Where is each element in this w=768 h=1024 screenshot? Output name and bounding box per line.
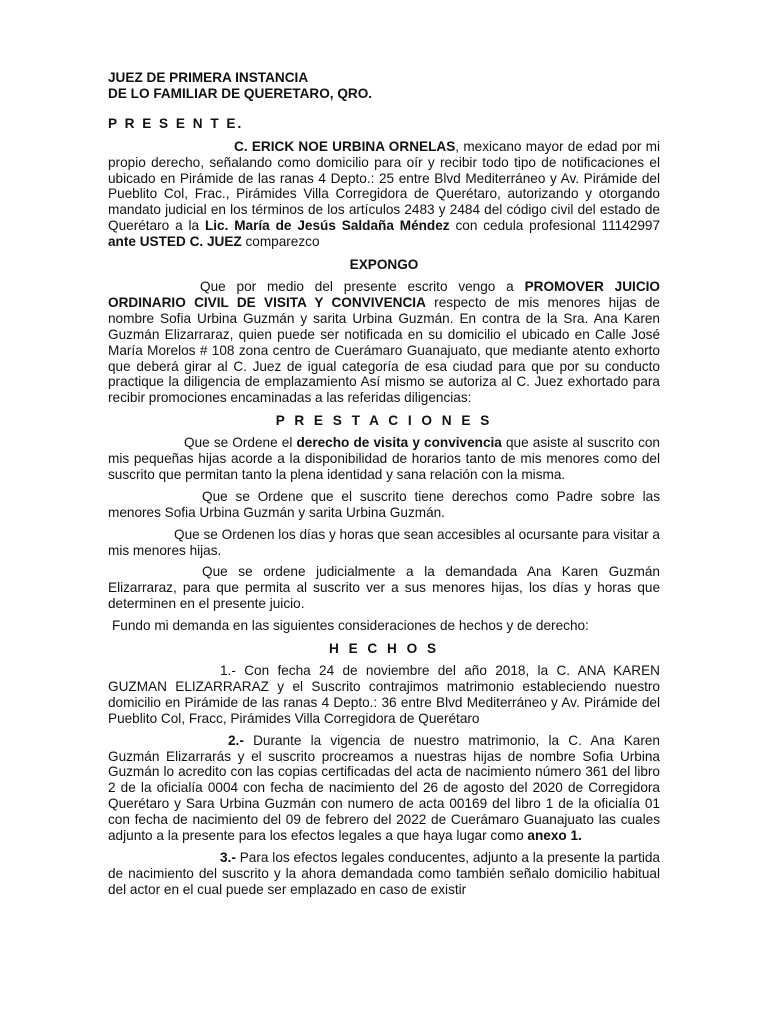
plaintiff-name: C. ERICK NOE URBINA ORNELAS bbox=[234, 138, 456, 154]
prestacion-1: Que se Ordene el derecho de visita y convivencia que asiste al suscrito con mis pequeñas hijas acorde a la disponibilidad de horarios tanto de mis menores como del suscrito que permitan tanto la plena identidad y sana relación con la misma. bbox=[108, 435, 660, 482]
prestacion-4: Que se ordene judicialmente a la demandada Ana Karen Guzmán Elizarraraz, para que permita al suscrito ver a sus menores hijas, los días y horas que determinen en el presente juicio. bbox=[108, 564, 660, 612]
intro-paragraph: C. ERICK NOE URBINA ORNELAS, mexicano mayor de edad por mi propio derecho, señalando como domicilio para oír y recibir todo tipo de notificaciones el ubicado en Pirámide de las ranas 4 Depto.: 25 entre Blvd Mediterráneo y Av. Pirámide del Pueblito Col, Frac., Pirámides Villa Corregidora de Querétaro, autorizando y otorgando mandato judicial en los términos de los artículos 2483 y 2484 del código civil del estado de Querétaro a la Lic. María de Jesús Saldaña Méndez con cedula profesional 11142997 ante USTED C. JUEZ comparezco bbox=[108, 138, 661, 250]
fundo-paragraph: Fundo mi demanda en las siguientes consideraciones de hechos y de derecho: bbox=[112, 618, 589, 634]
hecho-3-number: 3.- bbox=[220, 849, 236, 865]
promover-juicio: PROMOVER JUICIO ORDINARIO CIVIL DE VISITA Y CONVIVENCIA bbox=[108, 278, 661, 310]
presente-heading: P R E S E N T E. bbox=[108, 115, 244, 131]
hecho-2: 2.- Durante la vigencia de nuestro matrimonio, la C. Ana Karen Guzmán Elizarrarás y el suscrito procreamos a nuestras hijas de nombre Sofia Urbina Guzmán lo acredito con las copias certificadas del acta de nacimiento número 361 del libro 2 de la oficialía 0004 con fecha de nacimiento del 26 de agosto del 2020 de Corregidora Querétaro y Sara Urbina Guzmán con numero de acta 00169 del libro 1 de la oficialía 01 con fecha de nacimiento del 09 de febrero del 2022 de Cuerámaro Guanajuato las cuales adjunto a la presente para los efectos legales a que haya lugar como anexo 1. bbox=[108, 732, 660, 844]
prestacion-2: Que se Ordene que el suscrito tiene derechos como Padre sobre las menores Sofia Urbina Guzmán y sarita Urbina Guzmán. bbox=[108, 488, 660, 520]
court-line-1: JUEZ DE PRIMERA INSTANCIA bbox=[108, 70, 309, 85]
prestacion-3: Que se Ordenen los días y horas que sean accesibles al ocursante para visitar a mis menores hijas. bbox=[108, 526, 660, 558]
attorney-name: Lic. María de Jesús Saldaña Méndez bbox=[204, 218, 450, 234]
expongo-paragraph: Que por medio del presente escrito vengo a PROMOVER JUICIO ORDINARIO CIVIL DE VISITA Y CONVIVENCIA respecto de mis menores hijas de nombre Sofia Urbina Guzmán y sarita Urbina Guzmán. En contra de la Sra. Ana Karen Guzmán Elizarraraz, quien puede ser notificada en su domicilio el ubicado en Calle José María Morelos # 108 zona centro de Cuerámaro Guanajuato, que mediante atento exhorto que deberá girar al C. Juez de igual categoría de esa ciudad para que por su conducto practique la diligencia de emplazamiento Así mismo se autoriza al C. Juez exhortado para recibir promociones encaminadas a las referidas diligencias: bbox=[108, 278, 661, 406]
court-line-2: DE LO FAMILIAR DE QUERETARO, QRO. bbox=[108, 85, 373, 101]
expongo-heading: EXPONGO bbox=[349, 257, 419, 273]
hecho-1: 1.- Con fecha 24 de noviembre del año 2018, la C. ANA KAREN GUZMAN ELIZARRARAZ y el Suscrito contrajimos matrimonio estableciendo nuestro domicilio en Pirámide de las ranas 4 Depto.: 36 entre Blvd Mediterráneo y Av. Pirámide del Pueblito Col, Fracc, Pirámides Villa Corregidora de Querétaro bbox=[108, 663, 660, 726]
hecho-3: 3.- Para los efectos legales conducentes, adjunto a la presente la partida de nacimiento del suscrito y la ahora demandada como también señalo domicilio habitual del actor en el cual puede ser emplazado en caso de existir bbox=[108, 849, 660, 897]
derecho-visita: derecho de visita y convivencia bbox=[296, 435, 502, 451]
prestaciones-heading: P R E S T A C I O N E S bbox=[275, 413, 493, 429]
document-body bbox=[108, 70, 660, 898]
hechos-heading: H E C H O S bbox=[328, 641, 440, 657]
hecho-2-number: 2.- bbox=[228, 732, 244, 748]
ante-juez: ante USTED C. JUEZ bbox=[108, 234, 242, 250]
anexo-1: anexo 1. bbox=[527, 828, 582, 844]
